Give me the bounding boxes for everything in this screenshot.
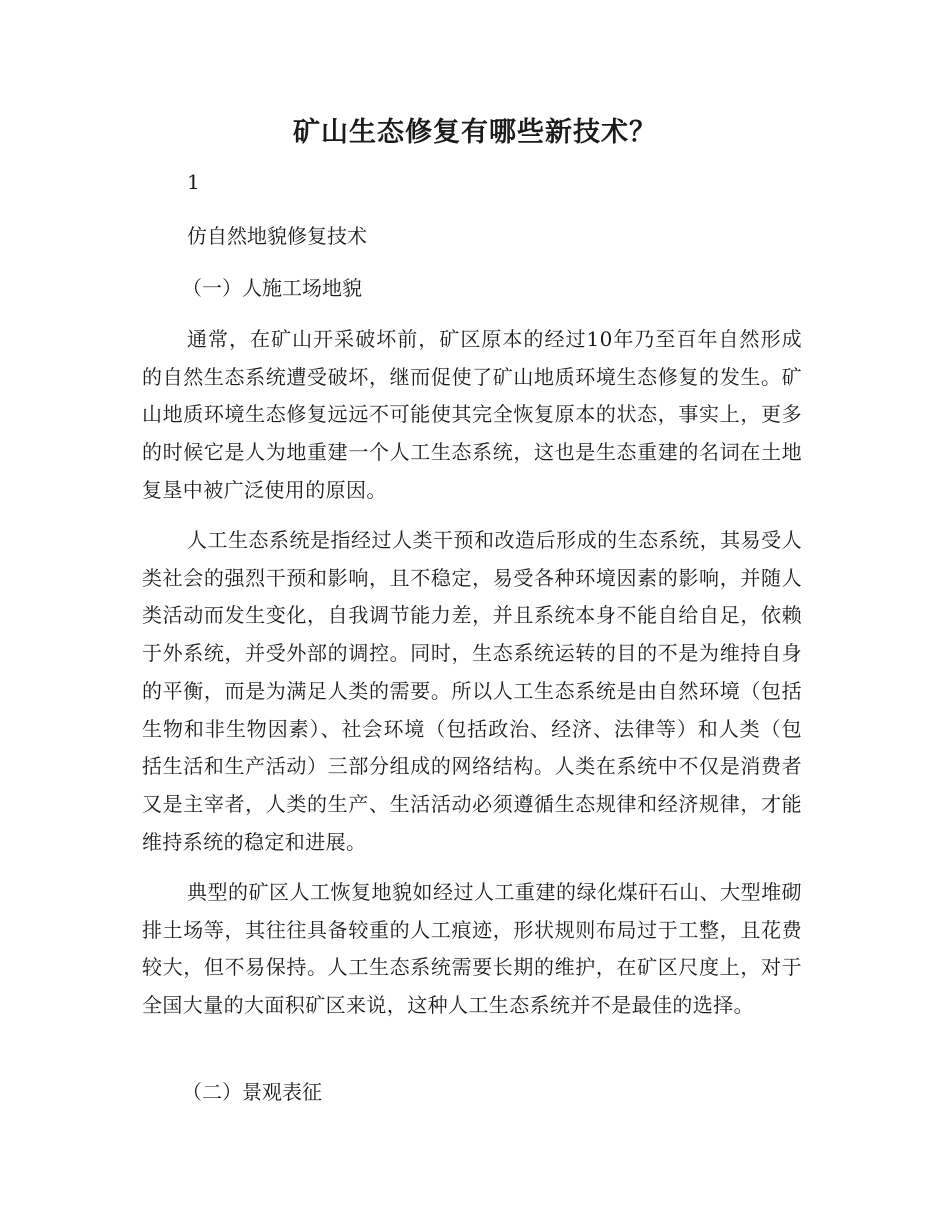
section-number: 1 [187,170,200,194]
body-paragraph-3: 典型的矿区人工恢复地貌如经过人工重建的绿化煤矸石山、大型堆砌排土场等，其往往具备较重的人工痕迹，形状规则布局过于工整，且花费较大，但不易保持。人工生态系统需要长期的维护，在矿区尺度上，对于全国大量的大面积矿区来说，这种人工生态系统并不是最佳的选择。 [142,880,802,1018]
section-title: 仿自然地貌修复技术 [187,224,367,248]
document-title: 矿山生态修复有哪些新技术？ [293,117,657,148]
body-paragraph-2: 人工生态系统是指经过人类干预和改造后形成的生态系统，其易受人类社会的强烈干预和影响，且不稳定，易受各种环境因素的影响，并随人类活动而发生变化，自我调节能力差，并且系统本身不能自给自足，依赖于外系统，并受外部的调控。同时，生态系统运转的目的不是为维持自身的平衡，而是为满足人类的需要。所以人工生态系统是由自然环境（包括生物和非生物因素）、社会环境（包括政治、经济、法律等）和人类（包括生活和生产活动）三部分组成的网络结构。人类在系统中不仅是消费者又是主宰者，人类的生产、生活活动必须遵循生态规律和经济规律，才能维持系统的稳定和进展。 [142,528,802,854]
subsection-heading-1: （一）人施工场地貌 [182,276,362,300]
body-paragraph-1: 通常，在矿山开采破坏前，矿区原本的经过10年乃至百年自然形成的自然生态系统遭受破坏，继而促使了矿山地质环境生态修复的发生。矿山地质环境生态修复远远不可能使其完全恢复原本的状态，事实上，更多的时候它是人为地重建一个人工生态系统，这也是生态重建的名词在土地复垦中被广泛使用的原因。 [142,327,802,502]
subsection-heading-2: （二）景观表征 [182,1080,322,1104]
